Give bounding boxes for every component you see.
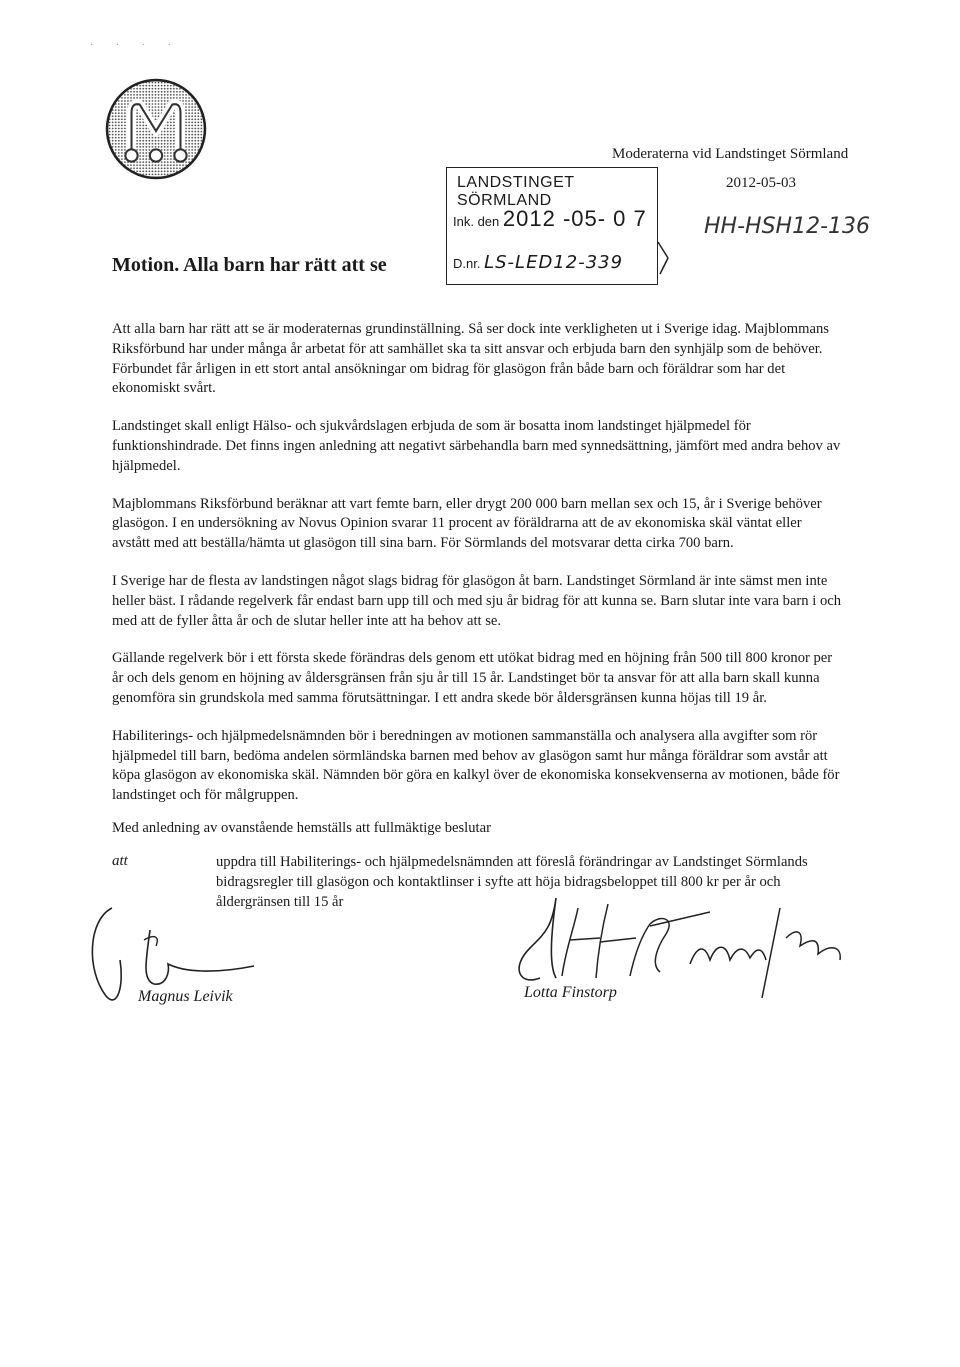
stamp-ink-date: 2012 -05- 0 7 (502, 206, 647, 231)
motion-body (112, 320, 842, 824)
stamp-org: LANDSTINGET SÖRMLAND (457, 174, 575, 209)
majblomman-m-logo-icon (105, 78, 207, 180)
stamp-ink-label: Ink. den (453, 214, 500, 229)
stamp-dnr-value: LS-LED12-339 (484, 252, 624, 273)
paragraph: I Sverige har de flesta av landstingen något slags bidrag för glasögon åt barn. Landstinget Sörmland är inte sämst men inte heller bäst. I rådande regelverk får endast barn upp till och med sju år bidrag för att kunna se. Barn slutar inte vara barn i och med att de fyller åtta år och de slutar heller inte att ha behov att se. (112, 572, 842, 629)
stamp-dnr-label: D.nr. (453, 256, 481, 271)
paragraph: Majblommans Riksförbund beräknar att vart femte barn, eller drygt 200 000 barn mellan sex och 15, år i Sverige behöver glasögon. I en undersökning av Novus Opinion svarar 11 procent av föräldrarna att de av ekonomiska skäl väntat eller avstått med att beställa/hämta ut glasögon till sina barn. För Sörmlands del motsvarar detta cirka 700 barn. (112, 495, 822, 552)
att-label: att (112, 853, 128, 869)
handwritten-ref-text: HH-HSH12-136 (704, 214, 870, 239)
stamp-dnr-row (453, 252, 623, 273)
party-name: Moderaterna vid Landstinget Sörmland (612, 146, 849, 162)
signer-name-left: Magnus Leivik (138, 988, 233, 1005)
paragraph: Att alla barn har rätt att se är moderaternas grundinställning. Så ser dock inte verkligheten ut i Sverige idag. Majblommans Riksförbund har under många år arbetat för att samhället ska ta sitt ansvar och erbjuda barn den synhjälp som de behöver. Förbundet får årligen in ett stort antal ansökningar om bidrag för glasögon från både barn och föräldrar som har det ekonomiskt svårt. (112, 321, 829, 397)
registration-stamp (446, 167, 658, 285)
paragraph: Habiliterings- och hjälpmedelsnämnden bör i beredningen av motionen sammanställa och analysera alla avgifter som rör hjälpmedel till barn, bedöma andelen sörmländska barnen med behov av glasögon samt hur många föräldrar som avstår att köpa glasögon av ekonomiska skäl. Nämnden bör göra en kalkyl över de ekonomiska konsekvenserna av motionen, både för landstinget och för målgruppen. (112, 727, 840, 804)
paragraph: Gällande regelverk bör i ett första skede förändras dels genom ett utökat bidrag med en höjning från 500 till 800 kronor per år och dels genom en höjning av åldersgränsen från sju år till 15 år. Landstinget bör ta ansvar för att alla barn skall kunna genomföra sin grundskola med samma förutsättningar. I ett andra skede bör åldersgränsen kunna höjas till 19 år. (112, 650, 833, 706)
att-clause: uppdra till Habiliterings- och hjälpmedelsnämnden att föreslå förändringar av Landstinget Sörmlands bidragsregler till glasögon och kontaktlinser i syfte att höja bidragsbeloppet till 800 kr per år och åldergränsen till 15 år (216, 854, 808, 910)
document-date: 2012-05-03 (726, 175, 796, 191)
signer-name-right: Lotta Finstorp (524, 984, 617, 1001)
scan-artifact-dots: · · · · (90, 40, 181, 51)
stamp-received-row (453, 206, 647, 232)
paragraph: Landstinget skall enligt Hälso- och sjukvårdslagen erbjuda de som är bosatta inom landstinget hjälpmedel för funktionshindrade. Det finns ingen anledning att negativt särbehandla barn med synnedsättning, jämfört med andra behov av hjälpmedel. (112, 418, 841, 474)
stamp-edge-mark-icon (656, 240, 670, 276)
handwritten-reference (700, 207, 900, 247)
request-intro: Med anledning av ovanstående hemställs att fullmäktige beslutar (112, 820, 491, 836)
motion-title: Motion. Alla barn har rätt att se (112, 254, 387, 276)
